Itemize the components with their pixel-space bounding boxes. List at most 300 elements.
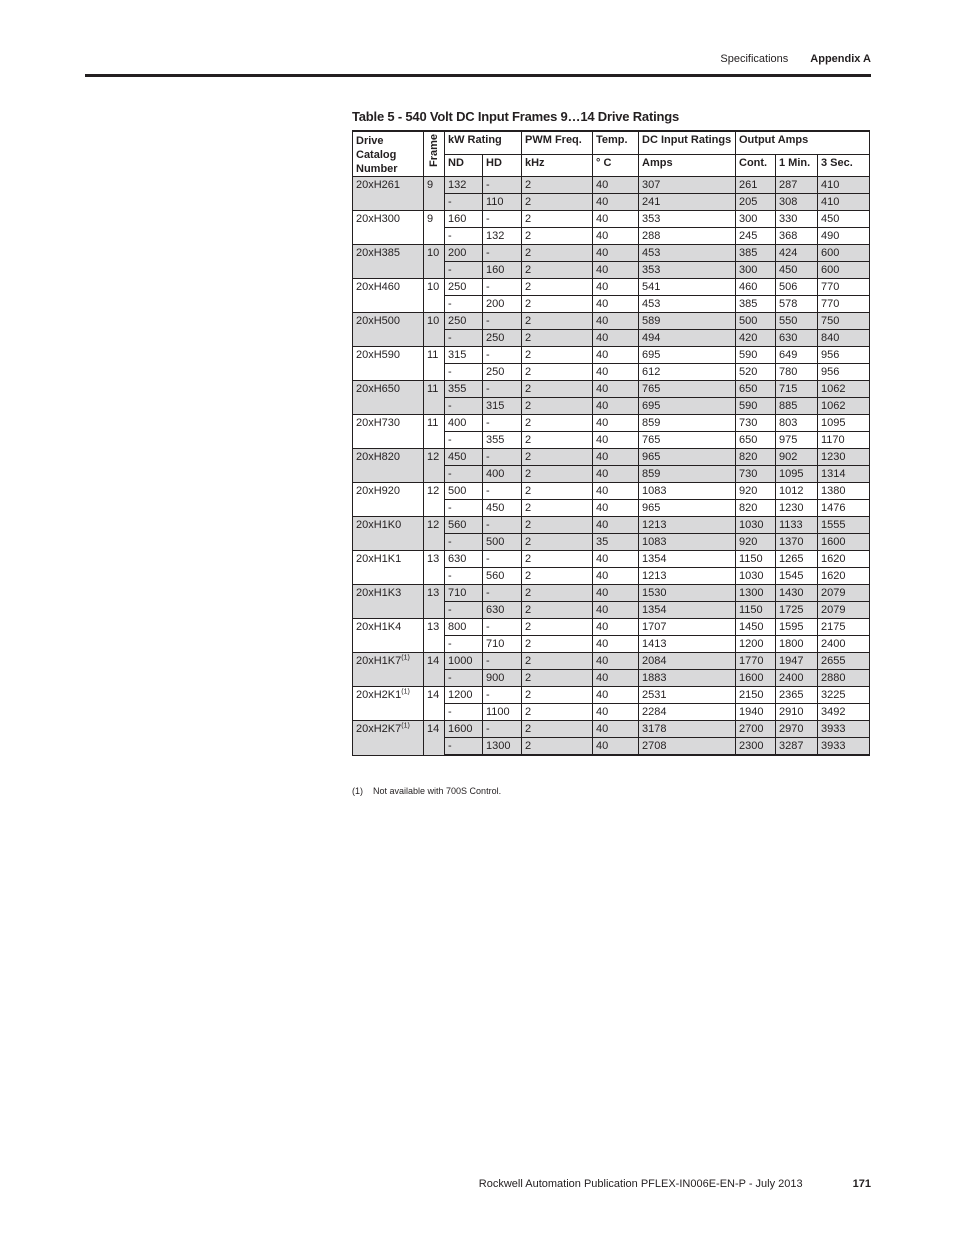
table-cell: 410	[818, 177, 870, 194]
table-cell: 1380	[818, 483, 870, 500]
table-cell: 410	[818, 194, 870, 211]
col-hd: HD	[483, 154, 522, 176]
table-cell: 1314	[818, 466, 870, 483]
table-cell: 1150	[736, 551, 776, 568]
table-cell: -	[445, 228, 483, 245]
table-cell: 2284	[639, 704, 736, 721]
table-cell: 40	[593, 245, 639, 262]
table-cell: 2	[522, 687, 593, 704]
table-cell: 200	[445, 245, 483, 262]
table-cell: 40	[593, 670, 639, 687]
table-row	[353, 483, 870, 500]
table-cell: 261	[736, 177, 776, 194]
table-cell: 1133	[776, 517, 818, 534]
col-cont: Cont.	[736, 154, 776, 176]
table-cell: 1370	[776, 534, 818, 551]
catalog-number-cell: 20xH385	[353, 245, 424, 279]
table-cell: 2	[522, 228, 593, 245]
table-cell: 803	[776, 415, 818, 432]
table-cell: -	[445, 466, 483, 483]
table-cell: 245	[736, 228, 776, 245]
table-cell: 1170	[818, 432, 870, 449]
table-cell: 2079	[818, 585, 870, 602]
header-appendix: Appendix A	[810, 53, 871, 65]
table-cell: 40	[593, 211, 639, 228]
table-cell: 1230	[776, 500, 818, 517]
table-cell: 3933	[818, 738, 870, 756]
table-cell: 765	[639, 432, 736, 449]
table-cell: 40	[593, 721, 639, 738]
table-cell: 589	[639, 313, 736, 330]
table-cell: 300	[736, 211, 776, 228]
table-cell: -	[483, 585, 522, 602]
frame-cell: 12	[424, 449, 445, 483]
table-cell: 355	[445, 381, 483, 398]
table-cell: 40	[593, 228, 639, 245]
footnote-marker: (1)	[352, 786, 363, 796]
table-row	[353, 245, 870, 262]
table-cell: 2079	[818, 602, 870, 619]
table-cell: 353	[639, 211, 736, 228]
table-cell: 40	[593, 687, 639, 704]
table-cell: 3178	[639, 721, 736, 738]
header-row-1	[353, 131, 870, 154]
table-cell: 3287	[776, 738, 818, 756]
col-pwm-freq: PWM Freq.	[522, 131, 593, 154]
table-cell: 2	[522, 296, 593, 313]
table-cell: -	[483, 415, 522, 432]
table-cell: 550	[776, 313, 818, 330]
table-cell: 40	[593, 568, 639, 585]
running-header	[720, 53, 871, 65]
table-cell: 3492	[818, 704, 870, 721]
table-cell: 132	[445, 177, 483, 194]
table-cell: 1947	[776, 653, 818, 670]
table-cell: 2	[522, 517, 593, 534]
table-cell: 110	[483, 194, 522, 211]
table-cell: 500	[445, 483, 483, 500]
table-cell: 2	[522, 551, 593, 568]
catalog-number-cell: 20xH500	[353, 313, 424, 347]
table-cell: 578	[776, 296, 818, 313]
frame-cell: 11	[424, 381, 445, 415]
footnote-ref: (1)	[401, 654, 410, 662]
table-cell: -	[445, 262, 483, 279]
table-cell: 40	[593, 347, 639, 364]
table-cell: 1300	[736, 585, 776, 602]
table-cell: -	[445, 636, 483, 653]
table-cell: 1200	[445, 687, 483, 704]
col-temp: Temp.	[593, 131, 639, 154]
table-cell: 730	[736, 466, 776, 483]
table-cell: 2	[522, 364, 593, 381]
table-cell: 132	[483, 228, 522, 245]
table-cell: 600	[818, 262, 870, 279]
table-row	[353, 381, 870, 398]
table-cell: 730	[736, 415, 776, 432]
table-cell: 1000	[445, 653, 483, 670]
table-cell: 1354	[639, 551, 736, 568]
col-nd: ND	[445, 154, 483, 176]
table-cell: -	[445, 194, 483, 211]
frame-cell: 10	[424, 245, 445, 279]
table-cell: 2531	[639, 687, 736, 704]
table-cell: 160	[445, 211, 483, 228]
table-cell: 2	[522, 466, 593, 483]
table-cell: 590	[736, 398, 776, 415]
table-title: Table 5 - 540 Volt DC Input Frames 9…14 Drive Ratings	[352, 109, 680, 124]
catalog-number-cell: 20xH920	[353, 483, 424, 517]
table-cell: 630	[776, 330, 818, 347]
footnote-ref: (1)	[401, 722, 410, 730]
table-cell: 40	[593, 500, 639, 517]
table-cell: -	[483, 483, 522, 500]
table-cell: 3225	[818, 687, 870, 704]
table-cell: -	[483, 619, 522, 636]
footnote	[352, 786, 501, 796]
table-cell: 40	[593, 432, 639, 449]
table-cell: 2	[522, 653, 593, 670]
table-cell: 560	[483, 568, 522, 585]
table-cell: 2084	[639, 653, 736, 670]
table-cell: 1620	[818, 568, 870, 585]
table-cell: 205	[736, 194, 776, 211]
catalog-number-cell: 20xH730	[353, 415, 424, 449]
page-footer	[479, 1178, 871, 1190]
table-cell: 40	[593, 381, 639, 398]
table-cell: 956	[818, 347, 870, 364]
table-cell: 1012	[776, 483, 818, 500]
table-row	[353, 619, 870, 636]
table-cell: 450	[818, 211, 870, 228]
ratings-table	[352, 130, 870, 756]
table-cell: 2	[522, 262, 593, 279]
table-cell: 1354	[639, 602, 736, 619]
table-cell: 650	[736, 381, 776, 398]
table-cell: -	[483, 517, 522, 534]
table-cell: 400	[483, 466, 522, 483]
table-cell: 1095	[776, 466, 818, 483]
col-1-min: 1 Min.	[776, 154, 818, 176]
table-cell: 2	[522, 619, 593, 636]
frame-cell: 11	[424, 415, 445, 449]
table-cell: 353	[639, 262, 736, 279]
table-cell: 2	[522, 534, 593, 551]
table-cell: 368	[776, 228, 818, 245]
table-cell: 2	[522, 432, 593, 449]
table-cell: 1213	[639, 568, 736, 585]
table-cell: 2175	[818, 619, 870, 636]
header-rule	[85, 74, 871, 77]
catalog-number-cell: 20xH2K7$^{(1)}$	[353, 721, 424, 756]
table-cell: 2150	[736, 687, 776, 704]
table-cell: 1476	[818, 500, 870, 517]
table-cell: 2	[522, 245, 593, 262]
table-cell: 1600	[736, 670, 776, 687]
table-cell: 450	[776, 262, 818, 279]
table-cell: -	[445, 670, 483, 687]
table-cell: 1200	[736, 636, 776, 653]
table-cell: 885	[776, 398, 818, 415]
table-cell: 241	[639, 194, 736, 211]
table-cell: 450	[483, 500, 522, 517]
table-cell: 287	[776, 177, 818, 194]
table-cell: 35	[593, 534, 639, 551]
table-cell: 40	[593, 619, 639, 636]
table-cell: 1595	[776, 619, 818, 636]
table-cell: 288	[639, 228, 736, 245]
table-cell: 965	[639, 500, 736, 517]
table-cell: 710	[483, 636, 522, 653]
page-number: 171	[852, 1178, 871, 1190]
table-cell: 920	[736, 534, 776, 551]
table-cell: 2	[522, 194, 593, 211]
table-cell: 2	[522, 568, 593, 585]
table-row	[353, 585, 870, 602]
frame-cell: 13	[424, 551, 445, 585]
table-cell: 250	[445, 313, 483, 330]
table-cell: -	[445, 432, 483, 449]
table-cell: 2	[522, 585, 593, 602]
table-cell: 2300	[736, 738, 776, 756]
table-cell: 315	[483, 398, 522, 415]
table-cell: 2	[522, 279, 593, 296]
catalog-number-cell: 20xH1K3	[353, 585, 424, 619]
table-cell: 800	[445, 619, 483, 636]
table-cell: -	[445, 296, 483, 313]
table-cell: 2880	[818, 670, 870, 687]
table-cell: 1600	[818, 534, 870, 551]
table-cell: 965	[639, 449, 736, 466]
table-cell: 710	[445, 585, 483, 602]
table-cell: 506	[776, 279, 818, 296]
table-cell: 1600	[445, 721, 483, 738]
table-cell: 40	[593, 517, 639, 534]
table-cell: 2	[522, 636, 593, 653]
table-row	[353, 347, 870, 364]
table-cell: 300	[736, 262, 776, 279]
table-cell: -	[445, 602, 483, 619]
table-cell: 40	[593, 177, 639, 194]
table-cell: 820	[736, 449, 776, 466]
table-cell: 40	[593, 653, 639, 670]
col-khz: kHz	[522, 154, 593, 176]
table-cell: 450	[445, 449, 483, 466]
table-cell: 40	[593, 738, 639, 756]
table-cell: 695	[639, 398, 736, 415]
table-cell: 1413	[639, 636, 736, 653]
table-cell: -	[445, 704, 483, 721]
table-cell: 315	[445, 347, 483, 364]
table-cell: 695	[639, 347, 736, 364]
table-cell: 453	[639, 245, 736, 262]
table-cell: 2	[522, 721, 593, 738]
table-cell: 40	[593, 262, 639, 279]
table-cell: 1940	[736, 704, 776, 721]
table-cell: 40	[593, 551, 639, 568]
col-3-sec: 3 Sec.	[818, 154, 870, 176]
footnote-text: Not available with 700S Control.	[373, 786, 502, 796]
table-cell: 1430	[776, 585, 818, 602]
table-cell: 1300	[483, 738, 522, 756]
table-cell: -	[483, 177, 522, 194]
table-cell: 2	[522, 177, 593, 194]
table-cell: -	[483, 721, 522, 738]
table-body	[353, 177, 870, 756]
table-cell: 770	[818, 296, 870, 313]
table-cell: 765	[639, 381, 736, 398]
col-deg-c: ° C	[593, 154, 639, 176]
table-cell: 1083	[639, 534, 736, 551]
table-cell: 355	[483, 432, 522, 449]
table-cell: 612	[639, 364, 736, 381]
table-cell: 600	[818, 245, 870, 262]
frame-cell: 9	[424, 211, 445, 245]
table-cell: 1545	[776, 568, 818, 585]
table-cell: 400	[445, 415, 483, 432]
table-cell: 1265	[776, 551, 818, 568]
table-cell: 308	[776, 194, 818, 211]
table-cell: -	[483, 687, 522, 704]
frame-cell: 14	[424, 687, 445, 721]
frame-cell: 13	[424, 585, 445, 619]
table-cell: 1100	[483, 704, 522, 721]
catalog-number-cell: 20xH1K0	[353, 517, 424, 551]
table-cell: 40	[593, 483, 639, 500]
catalog-number-cell: 20xH1K4	[353, 619, 424, 653]
table-cell: 1030	[736, 517, 776, 534]
table-cell: 770	[818, 279, 870, 296]
table-cell: 160	[483, 262, 522, 279]
table-cell: 902	[776, 449, 818, 466]
frame-cell: 10	[424, 313, 445, 347]
table-cell: 40	[593, 585, 639, 602]
table-cell: 780	[776, 364, 818, 381]
table-cell: 40	[593, 636, 639, 653]
catalog-number-cell: 20xH261	[353, 177, 424, 211]
frame-cell: 12	[424, 483, 445, 517]
catalog-number-cell: 20xH820	[353, 449, 424, 483]
table-cell: 250	[445, 279, 483, 296]
col-kw-rating: kW Rating	[445, 131, 522, 154]
table-cell: 2700	[736, 721, 776, 738]
table-cell: 520	[736, 364, 776, 381]
table-cell: 40	[593, 313, 639, 330]
table-cell: 40	[593, 194, 639, 211]
table-cell: 1770	[736, 653, 776, 670]
table-cell: -	[483, 279, 522, 296]
table-row	[353, 449, 870, 466]
table-cell: 2	[522, 602, 593, 619]
table-cell: 2	[522, 483, 593, 500]
table-cell: 500	[736, 313, 776, 330]
table-cell: 1530	[639, 585, 736, 602]
table-cell: 2	[522, 381, 593, 398]
table-cell: 2708	[639, 738, 736, 756]
table-cell: 1030	[736, 568, 776, 585]
table-cell: 385	[736, 245, 776, 262]
table-row	[353, 415, 870, 432]
frame-cell: 11	[424, 347, 445, 381]
col-dc-input: DC Input Ratings	[639, 131, 736, 154]
table-cell: 40	[593, 364, 639, 381]
table-row	[353, 313, 870, 330]
table-cell: 1800	[776, 636, 818, 653]
catalog-number-cell: 20xH460	[353, 279, 424, 313]
catalog-number-cell: 20xH1K1	[353, 551, 424, 585]
table-cell: -	[445, 568, 483, 585]
table-cell: 590	[736, 347, 776, 364]
table-cell: 900	[483, 670, 522, 687]
table-cell: 840	[818, 330, 870, 347]
table-cell: -	[483, 347, 522, 364]
col-output-amps: Output Amps	[736, 131, 870, 154]
catalog-number-cell: 20xH590	[353, 347, 424, 381]
table-cell: 820	[736, 500, 776, 517]
table-cell: 975	[776, 432, 818, 449]
table-cell: 2	[522, 398, 593, 415]
table-cell: 2	[522, 449, 593, 466]
frame-cell: 10	[424, 279, 445, 313]
col-catalog-number: Drive Catalog Number	[353, 131, 424, 177]
table-cell: -	[445, 398, 483, 415]
table-cell: 2	[522, 347, 593, 364]
catalog-number-cell: 20xH2K1$^{(1)}$	[353, 687, 424, 721]
table-row	[353, 687, 870, 704]
table-cell: 2365	[776, 687, 818, 704]
table-row	[353, 279, 870, 296]
table-cell: 2	[522, 415, 593, 432]
table-cell: 40	[593, 449, 639, 466]
table-cell: 1883	[639, 670, 736, 687]
table-cell: 2	[522, 704, 593, 721]
header-section: Specifications	[720, 53, 789, 65]
table-cell: 1555	[818, 517, 870, 534]
table-cell: 460	[736, 279, 776, 296]
frame-cell: 9	[424, 177, 445, 211]
table-cell: -	[483, 381, 522, 398]
table-cell: 1083	[639, 483, 736, 500]
table-cell: 40	[593, 279, 639, 296]
table-cell: 2	[522, 738, 593, 756]
table-cell: 2	[522, 670, 593, 687]
table-cell: 2400	[776, 670, 818, 687]
table-cell: 859	[639, 415, 736, 432]
catalog-number-cell: 20xH300	[353, 211, 424, 245]
table-cell: 490	[818, 228, 870, 245]
table-cell: 40	[593, 602, 639, 619]
table-row	[353, 211, 870, 228]
table-cell: 649	[776, 347, 818, 364]
table-cell: 424	[776, 245, 818, 262]
table-cell: 40	[593, 704, 639, 721]
catalog-number-cell: 20xH1K7$^{(1)}$	[353, 653, 424, 687]
catalog-number-cell: 20xH650	[353, 381, 424, 415]
table-cell: 1707	[639, 619, 736, 636]
frame-cell: 14	[424, 653, 445, 687]
table-cell: 715	[776, 381, 818, 398]
table-cell: 385	[736, 296, 776, 313]
table-cell: 40	[593, 296, 639, 313]
table-cell: 330	[776, 211, 818, 228]
table-cell: -	[483, 313, 522, 330]
frame-cell: 14	[424, 721, 445, 756]
footnote-ref: (1)	[401, 688, 410, 696]
table-cell: 1230	[818, 449, 870, 466]
table-cell: 40	[593, 466, 639, 483]
table-row	[353, 551, 870, 568]
table-cell: -	[445, 500, 483, 517]
